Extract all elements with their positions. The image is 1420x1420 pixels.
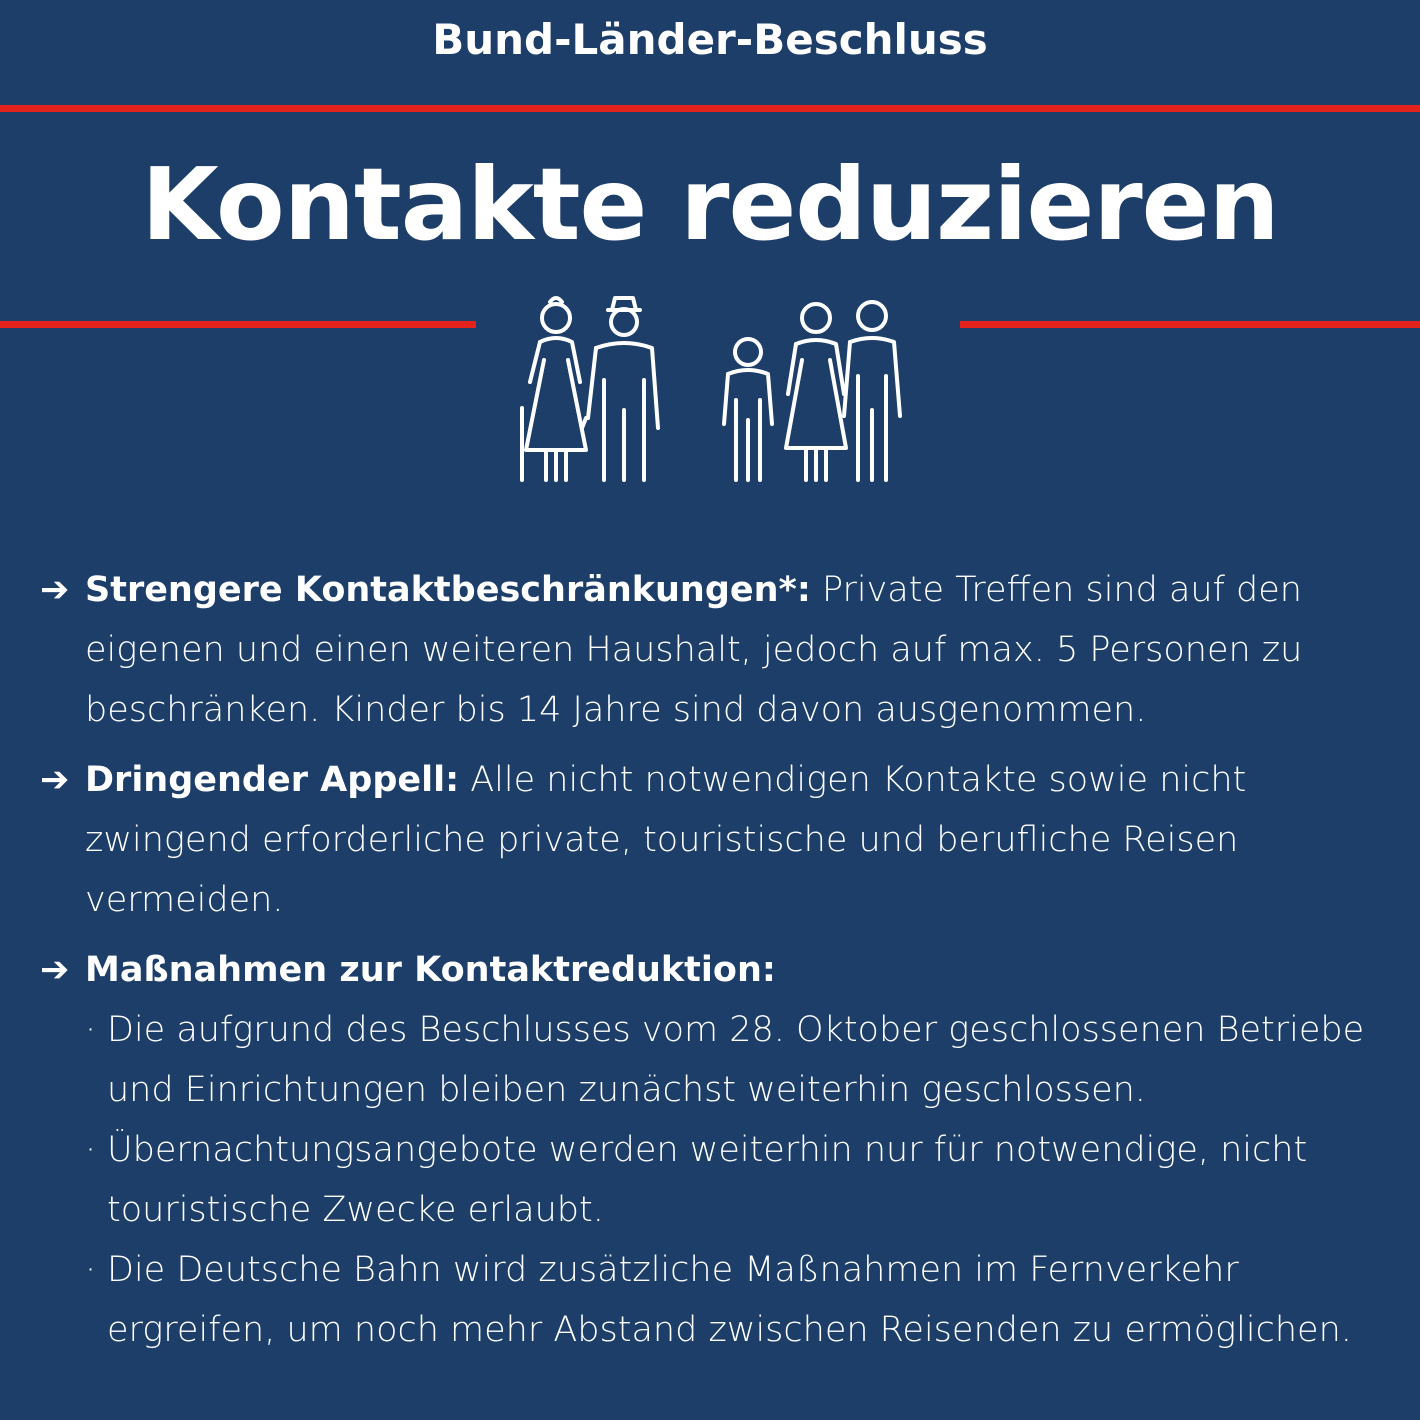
point-urgent-appeal — [40, 750, 1405, 930]
page-title: Kontakte reduzieren — [141, 146, 1279, 263]
point-contact-reduction-measures — [40, 940, 1405, 1360]
content-list — [40, 560, 1405, 1370]
elderly-woman-icon — [522, 298, 586, 480]
man-icon — [844, 302, 900, 480]
bullet-dot: · — [85, 1130, 97, 1170]
point-text: Alle nicht notwendigen Kontakte sowie nicht zwingend erforderliche private, touristische und berufliche Reisen vermeiden. — [85, 760, 1247, 920]
arrow-right-icon: ➔ — [40, 950, 70, 990]
point-contact-restrictions — [40, 560, 1405, 740]
bullet-dot: · — [85, 1250, 97, 1290]
point-text: Private Treffen sind auf den eigenen und einen weiteren Haushalt, jedoch auf max. 5 Personen zu beschränken. Kinder bis 14 Jahre sind davon ausgenommen. — [85, 570, 1303, 730]
right-divider — [960, 321, 1420, 328]
point-lead: Dringender Appell: — [85, 760, 460, 800]
measures-list — [85, 1000, 1405, 1360]
top-divider — [0, 105, 1420, 112]
header-title: Bund-Länder-Beschluss — [432, 15, 988, 64]
family-group-icon — [500, 290, 920, 490]
arrow-right-icon: ➔ — [40, 760, 70, 800]
arrow-right-icon: ➔ — [40, 570, 70, 610]
list-item: · Die aufgrund des Beschlusses vom 28. Oktober geschlossenen Betriebe und Einrichtungen bleiben zunächst weiterhin geschlossen. — [85, 1000, 1405, 1120]
elderly-man-icon — [582, 298, 658, 480]
list-item: · Übernachtungsangebote werden weiterhin nur für notwendige, nicht touristische Zwecke erlaubt. — [85, 1120, 1405, 1240]
point-lead: Strengere Kontaktbeschränkungen*: — [85, 570, 811, 610]
point-lead: Maßnahmen zur Kontaktreduktion: — [85, 950, 776, 990]
bullet-dot: · — [85, 1010, 97, 1050]
left-divider — [0, 321, 476, 328]
child-icon — [724, 339, 772, 480]
woman-icon — [786, 304, 846, 480]
list-item: · Die Deutsche Bahn wird zusätzliche Maßnahmen im Fernverkehr ergreifen, um noch mehr Abstand zwischen Reisenden zu ermöglichen. — [85, 1240, 1405, 1360]
